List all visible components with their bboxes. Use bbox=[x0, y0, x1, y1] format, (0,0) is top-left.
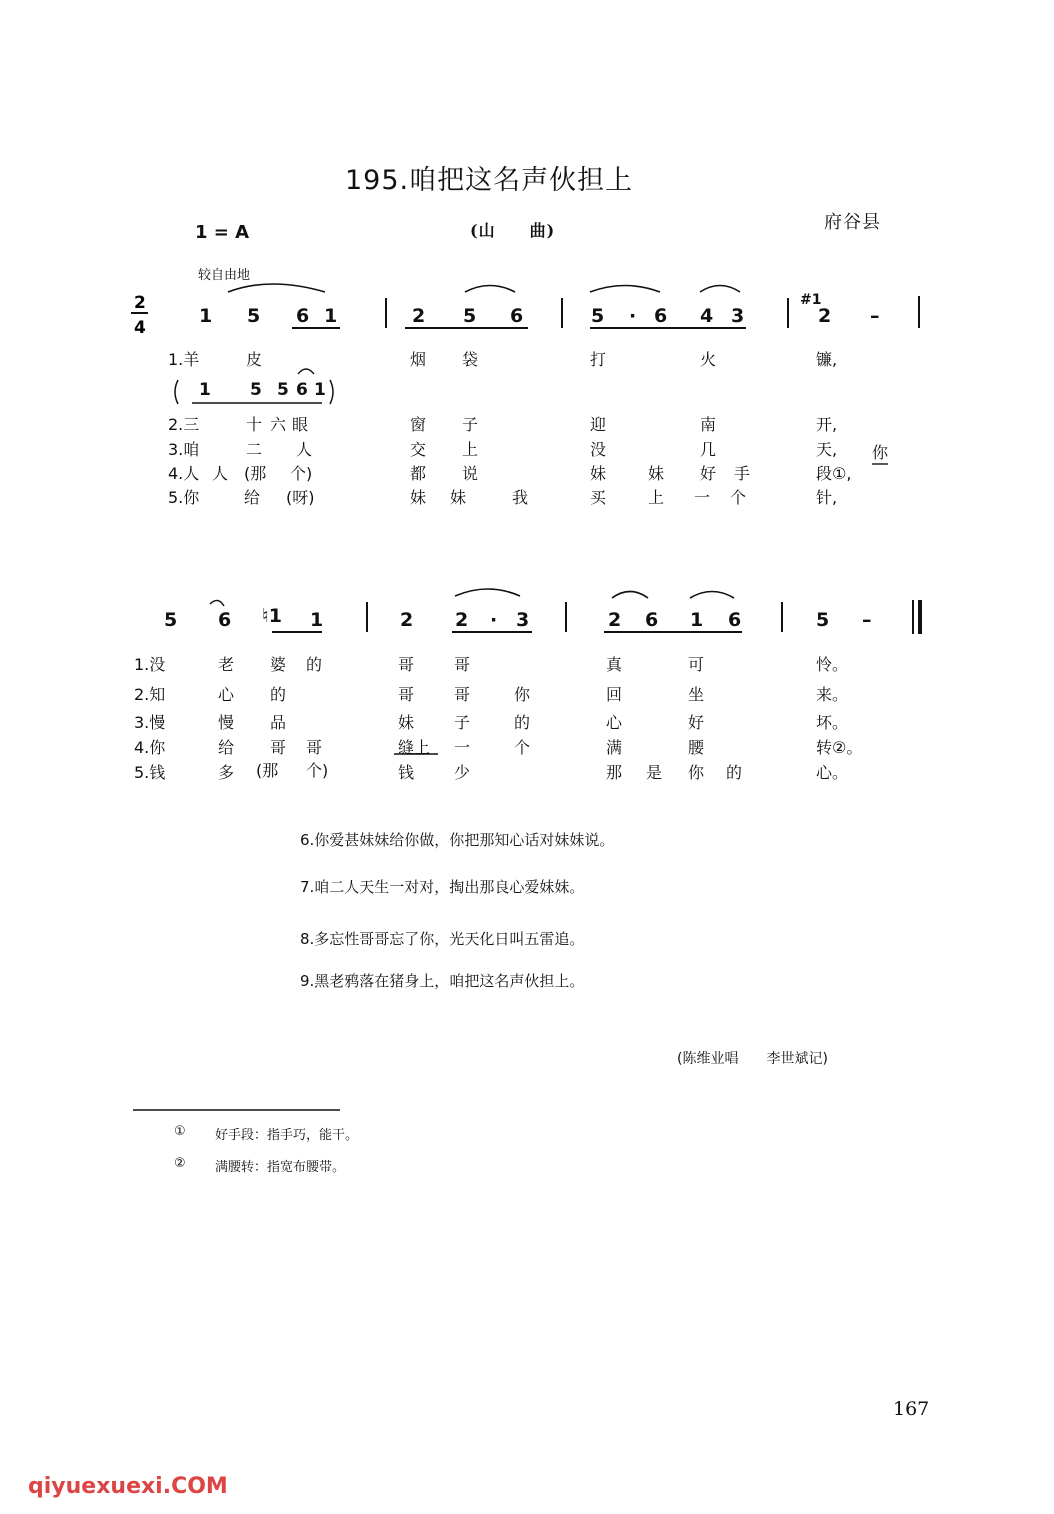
tempo-marking: 较自由地 bbox=[198, 268, 251, 283]
lyric: 好 bbox=[700, 464, 717, 483]
note: 2 bbox=[818, 305, 832, 327]
lyric: 人 bbox=[296, 440, 313, 459]
lyric: 六 bbox=[270, 415, 287, 434]
lyric: 坐 bbox=[688, 685, 705, 704]
lyric: 钱 bbox=[398, 763, 415, 782]
lyric: 的 bbox=[514, 713, 531, 732]
alt-note: 5 bbox=[250, 380, 262, 400]
time-sig-bottom: 4 bbox=[134, 318, 146, 338]
lyric: 个 bbox=[514, 738, 531, 757]
place-label: 府谷县 bbox=[824, 212, 881, 233]
lyric: 婆 bbox=[270, 655, 287, 674]
lyric: 哥 bbox=[398, 685, 415, 704]
lyric: 少 bbox=[454, 763, 471, 782]
note: 5 bbox=[164, 609, 178, 631]
note: 3 bbox=[516, 609, 530, 631]
note: 5 bbox=[816, 609, 830, 631]
lyric: 妹 bbox=[648, 464, 665, 483]
note: 1 bbox=[199, 305, 213, 327]
lyric: 的 bbox=[306, 655, 323, 674]
lyric: 慢 bbox=[218, 713, 235, 732]
lyric: (呀) bbox=[286, 488, 315, 507]
lyric: 心。 bbox=[816, 763, 849, 782]
note: 2 bbox=[608, 609, 622, 631]
note: 6 bbox=[296, 305, 310, 327]
note-dot: · bbox=[490, 609, 498, 631]
lyric: 烟 bbox=[410, 350, 427, 369]
lyric: 5.你 bbox=[168, 488, 200, 507]
lyric: 交 bbox=[410, 440, 427, 459]
note: 6 bbox=[728, 609, 742, 631]
lyric: 南 bbox=[700, 415, 717, 434]
lyric: 给 bbox=[244, 488, 261, 507]
lyric: 来。 bbox=[816, 685, 849, 704]
lyric: 可 bbox=[688, 655, 705, 674]
lyric: 火 bbox=[700, 350, 717, 369]
note: 3 bbox=[731, 305, 745, 327]
lyric: 妹 bbox=[398, 713, 415, 732]
lyric: 眼 bbox=[292, 415, 309, 434]
note: 2 bbox=[455, 609, 469, 631]
verse-line: 8.多忘性哥哥忘了你，光天化日叫五雷追。 bbox=[300, 930, 585, 948]
lyric: 1.羊 bbox=[168, 350, 200, 369]
lyric: 妹 bbox=[450, 488, 467, 507]
lyric: 个 bbox=[730, 488, 747, 507]
alt-note: 1 bbox=[314, 380, 326, 400]
lyric: 上 bbox=[462, 440, 479, 459]
lyric: 袋 bbox=[462, 350, 479, 369]
lyric: 3.咱 bbox=[168, 440, 200, 459]
lyric: 缝上 bbox=[398, 738, 431, 757]
verse-line: 7.咱二人天生一对对，掏出那良心爱妹妹。 bbox=[300, 878, 585, 896]
note-dot: · bbox=[629, 305, 637, 327]
lyric: 没 bbox=[590, 440, 607, 459]
lyric: 腰 bbox=[688, 738, 705, 757]
lyric: 打 bbox=[590, 350, 607, 369]
note: 5 bbox=[247, 305, 261, 327]
lyric: 心 bbox=[218, 685, 235, 704]
lyric: 个) bbox=[290, 464, 313, 483]
note: ♮1 bbox=[262, 605, 283, 627]
note: 2 bbox=[400, 609, 414, 631]
lyric: 哥 bbox=[270, 738, 287, 757]
note: 6 bbox=[654, 305, 668, 327]
lyric: 针, bbox=[816, 488, 838, 507]
footnote-text: 满腰转：指宽布腰带。 bbox=[215, 1160, 346, 1175]
verse-line: 9.黑老鸦落在猪身上，咱把这名声伙担上。 bbox=[300, 972, 585, 990]
note: 1 bbox=[310, 609, 324, 631]
note: 5 bbox=[591, 305, 605, 327]
note: 6 bbox=[218, 609, 232, 631]
verse-line: 6.你爱甚妹妹给你做，你把那知心话对妹妹说。 bbox=[300, 831, 615, 849]
lyric: 老 bbox=[218, 655, 235, 674]
note-dash: – bbox=[870, 305, 880, 327]
lyric: 坏。 bbox=[816, 713, 849, 732]
lyric: 一 bbox=[454, 738, 471, 757]
lyric: 4.人 bbox=[168, 464, 200, 483]
lyric: 迎 bbox=[590, 415, 607, 434]
lyric: 真 bbox=[606, 655, 623, 674]
page-number: 167 bbox=[893, 1398, 930, 1420]
note: 6 bbox=[645, 609, 659, 631]
key-signature: 1 = A bbox=[195, 222, 250, 243]
lyric: (那 bbox=[256, 761, 279, 780]
lyric: 买 bbox=[590, 488, 607, 507]
lyric: 是 bbox=[646, 763, 663, 782]
footnote-mark: ① bbox=[174, 1124, 186, 1139]
lyric: 手 bbox=[734, 464, 751, 483]
lyric: 二 bbox=[246, 440, 263, 459]
note: 4 bbox=[700, 305, 714, 327]
lyric: 妹 bbox=[590, 464, 607, 483]
lyric: 2.知 bbox=[134, 685, 166, 704]
note: 1 bbox=[690, 609, 704, 631]
grace-note: #1 bbox=[800, 292, 822, 308]
note: 5 bbox=[463, 305, 477, 327]
lyric: 一 bbox=[694, 488, 711, 507]
lyric: 都 bbox=[410, 464, 427, 483]
alt-note: 5 bbox=[277, 380, 289, 400]
lyric: 转②。 bbox=[816, 738, 863, 757]
lyric: 的 bbox=[726, 763, 743, 782]
lyric: 哥 bbox=[398, 655, 415, 674]
lyric: 5.钱 bbox=[134, 763, 166, 782]
alt-note: 1 bbox=[199, 380, 211, 400]
watermark: qiyuexuexi.COM bbox=[28, 1474, 228, 1499]
lyric: 子 bbox=[454, 713, 471, 732]
lyric: (那 bbox=[244, 464, 267, 483]
lyric: 子 bbox=[462, 415, 479, 434]
lyric: 你 bbox=[688, 763, 705, 782]
lyric: 心 bbox=[606, 713, 623, 732]
footnote-text: 好手段：指手巧，能干。 bbox=[215, 1128, 359, 1143]
genre-label: (山 曲) bbox=[470, 221, 556, 240]
lyric: 品 bbox=[270, 713, 287, 732]
note: 1 bbox=[324, 305, 338, 327]
lyric: 1.没 bbox=[134, 655, 166, 674]
lyric: 你 bbox=[872, 443, 889, 462]
lyric: 回 bbox=[606, 685, 623, 704]
footnote-mark: ② bbox=[174, 1156, 186, 1171]
lyric: 皮 bbox=[246, 350, 263, 369]
lyric: 多 bbox=[218, 763, 235, 782]
lyric: 满 bbox=[606, 738, 623, 757]
lyric: 人 bbox=[212, 464, 229, 483]
lyric: 开, bbox=[816, 415, 838, 434]
lyric: 个) bbox=[306, 761, 329, 780]
credit-line: (陈维业唱 李世斌记) bbox=[677, 1051, 828, 1067]
lyric: 2.三 bbox=[168, 415, 200, 434]
note: 2 bbox=[412, 305, 426, 327]
lyric: 那 bbox=[606, 763, 623, 782]
lyric: 窗 bbox=[410, 415, 427, 434]
lyric: 段①, bbox=[816, 464, 852, 483]
lyric: 我 bbox=[512, 488, 529, 507]
lyric: 你 bbox=[514, 685, 531, 704]
lyric: 镰, bbox=[816, 350, 838, 369]
lyric: 3.慢 bbox=[134, 713, 166, 732]
lyric: 哥 bbox=[454, 685, 471, 704]
lyric: 哥 bbox=[306, 738, 323, 757]
lyric: 天, bbox=[816, 440, 838, 459]
page-title: 195.咱把这名声伙担上 bbox=[345, 165, 634, 196]
lyric: 的 bbox=[270, 685, 287, 704]
lyric: 几 bbox=[700, 440, 717, 459]
note: 6 bbox=[510, 305, 524, 327]
lyric: 上 bbox=[648, 488, 665, 507]
lyric: 好 bbox=[688, 713, 705, 732]
lyric: 妹 bbox=[410, 488, 427, 507]
alt-note: 6 bbox=[296, 380, 308, 400]
note-dash: – bbox=[862, 609, 872, 631]
lyric: 十 bbox=[246, 415, 263, 434]
lyric: 哥 bbox=[454, 655, 471, 674]
time-sig-top: 2 bbox=[134, 293, 146, 313]
lyric: 怜。 bbox=[816, 655, 849, 674]
lyric: 说 bbox=[462, 464, 479, 483]
lyric: 4.你 bbox=[134, 738, 166, 757]
lyric: 给 bbox=[218, 738, 235, 757]
